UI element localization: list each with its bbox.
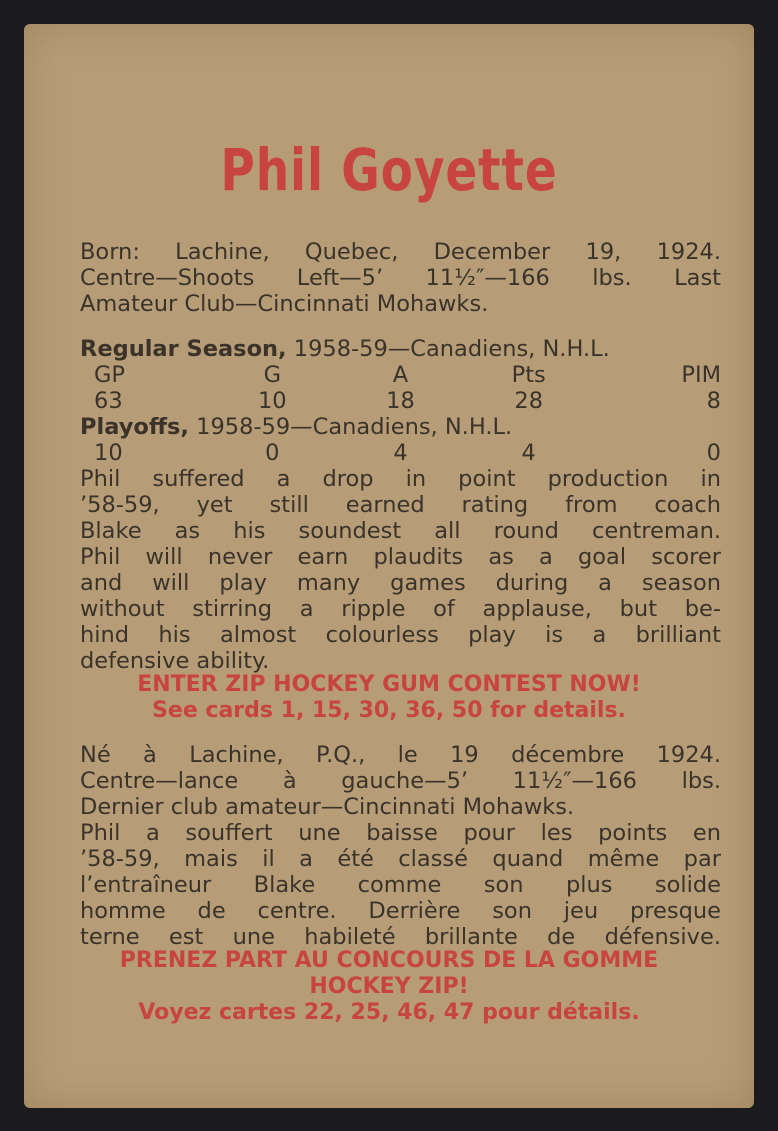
stat-value: 10 [257,388,287,414]
blurb-line: Phil suffered a drop in point production in [80,466,721,492]
french-bio-line: Né à Lachine, P.Q., le 19 décembre 1924. [80,742,721,768]
french-bio-line: Dernier club amateur—Cincinnati Mohawks. [80,794,575,820]
french-blurb-line: ’58-59, mais il a été classé quand même par [80,846,721,872]
bio-line: Amateur Club—Cincinnati Mohawks. [80,291,489,317]
contest-line: ENTER ZIP HOCKEY GUM CONTEST NOW! [137,672,641,697]
hockey-card-back [24,24,754,1108]
blurb-line: defensive ability. [80,648,270,674]
stat-value: 18 [386,388,415,414]
stat-header-pts: Pts [511,362,546,388]
regular-season-team: 1958-59—Canadiens, N.H.L. [286,336,610,362]
bio-line: Born: Lachine, Quebec, December 19, 1924. [80,239,721,265]
stat-value: 4 [521,440,536,466]
stat-header-gp: GP [94,362,126,388]
french-contest-line: HOCKEY ZIP! [309,974,469,999]
stat-value: 10 [94,440,123,466]
bio-line: Centre—Shoots Left—5’ 11½″—166 lbs. Last [80,265,721,291]
blurb-line: hind his almost colourless play is a brilliant [80,622,721,648]
stat-value: 0 [265,440,280,466]
stat-value: 28 [514,388,544,414]
stat-value: 0 [706,440,721,466]
french-blurb-line: l’entraîneur Blake comme son plus solide [80,872,721,898]
playoffs-team: 1958-59—Canadiens, N.H.L. [188,414,513,440]
french-blurb-line: terne est une habileté brillante de défensive. [80,924,721,950]
stat-headers [80,362,721,388]
regular-season-stats [80,388,721,414]
regular-season-heading [80,336,721,362]
french-bio-line: Centre—lance à gauche—5’ 11½″—166 lbs. [80,768,721,794]
player-name: Phil Goyette [220,136,558,204]
french-contest-line: Voyez cartes 22, 25, 46, 47 pour détails. [138,1000,640,1025]
regular-season-label: Regular Season, [80,336,287,362]
french-blurb-line: Phil a souffert une baisse pour les points en [80,820,721,846]
blurb-line: Phil will never earn plaudits as a goal scorer [80,544,721,570]
contest-line: See cards 1, 15, 30, 36, 50 for details. [152,698,626,723]
stat-value: 63 [94,388,123,414]
blurb-line: Blake as his soundest all round centreman. [80,518,721,544]
playoffs-heading [80,414,721,440]
blurb-line: and will play many games during a season [80,570,721,596]
stat-header-pim: PIM [681,362,721,388]
stat-value: 8 [706,388,721,414]
stat-header-a: A [392,362,409,388]
blurb-line: without stirring a ripple of applause, but be- [80,596,721,622]
stat-value: 4 [393,440,408,466]
playoff-stats [80,440,721,466]
french-contest-line: PRENEZ PART AU CONCOURS DE LA GOMME [119,948,659,973]
blurb-line: ’58-59, yet still earned rating from coach [80,492,721,518]
french-blurb-line: homme de centre. Derrière son jeu presque [80,898,721,924]
card-text-area [24,24,754,1108]
playoffs-label: Playoffs, [80,414,189,440]
stat-header-g: G [263,362,282,388]
